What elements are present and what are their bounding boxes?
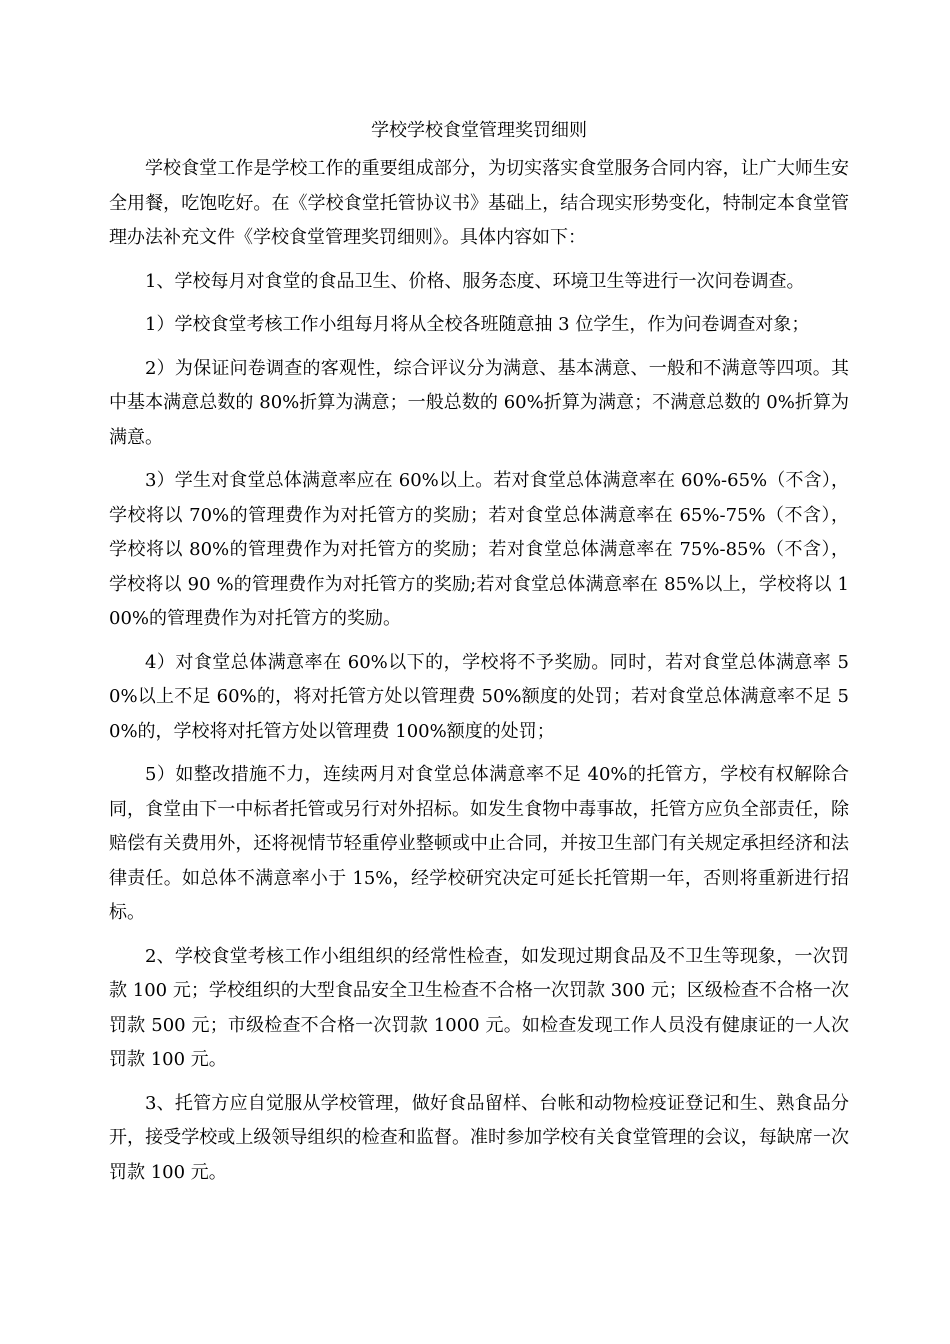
rule-1-paragraph: 1、学校每月对食堂的食品卫生、价格、服务态度、环境卫生等进行一次问卷调查。 bbox=[145, 270, 805, 292]
intro-paragraph: 学校食堂工作是学校工作的重要组成部分，为切实落实食堂服务合同内容，让广大师生安全用餐，吃饱吃好。在《学校食堂托管协议书》基础上，结合现实形势变化，特制定本食堂管理办法补充文件《学校食堂管理奖罚细则》。具体内容如下： bbox=[109, 158, 849, 248]
rule-1-4-paragraph: 4）对食堂总体满意率在 60%以下的，学校将不予奖励。同时，若对食堂总体满意率 50%以上不足 60%的，将对托管方处以管理费 50%额度的处罚；若对食堂总体满意率不足 50%的，学校将对托管方处以管理费 100%额度的处罚； bbox=[109, 651, 849, 742]
rule-1-1-paragraph: 1）学校食堂考核工作小组每月将从全校各班随意抽 3 位学生，作为问卷调查对象； bbox=[145, 314, 810, 335]
rule-1-5-paragraph: 5）如整改措施不力，连续两月对食堂总体满意率不足 40%的托管方，学校有权解除合同，食堂由下一中标者托管或另行对外招标。如发生食物中毒事故，托管方应负全部责任，除赔偿有关费用外，还将视情节轻重停业整顿或中止合同，并按卫生部门有关规定承担经济和法律责任。如总体不满意率小于 15%，经学校研究决定可延长托管期一年，否则将重新进行招标。 bbox=[109, 764, 849, 923]
document-page bbox=[109, 114, 849, 1199]
document-title: 学校学校食堂管理奖罚细则 bbox=[371, 120, 587, 141]
rule-3-paragraph: 3、托管方应自觉服从学校管理，做好食品留样、台帐和动物检疫证登记和生、熟食品分开，接受学校或上级领导组织的检查和监督。准时参加学校有关食堂管理的会议，每缺席一次罚款 100 元。 bbox=[109, 1092, 849, 1183]
rule-2-paragraph: 2、学校食堂考核工作小组组织的经常性检查，如发现过期食品及不卫生等现象，一次罚款 100 元；学校组织的大型食品安全卫生检查不合格一次罚款 300 元；区级检查不合格一次罚款 500 元；市级检查不合格一次罚款 1000 元。如检查发现工作人员没有健康证的一人次罚款 100 元。 bbox=[109, 945, 849, 1070]
rule-1-2-paragraph: 2）为保证问卷调查的客观性，综合评议分为满意、基本满意、一般和不满意等四项。其中基本满意总数的 80%折算为满意；一般总数的 60%折算为满意；不满意总数的 0%折算为满意。 bbox=[109, 357, 849, 448]
rule-1-3-paragraph: 3）学生对食堂总体满意率应在 60%以上。若对食堂总体满意率在 60%-65%（不含），学校将以 70%的管理费作为对托管方的奖励；若对食堂总体满意率在 65%-75%（不含），学校将以 80%的管理费作为对托管方的奖励；若对食堂总体满意率在 75%-85%（不含），学校将以 90 %的管理费作为对托管方的奖励;若对食堂总体满意率在 85%以上，学校将以 100%的管理费作为对托管方的奖励。 bbox=[109, 470, 849, 629]
